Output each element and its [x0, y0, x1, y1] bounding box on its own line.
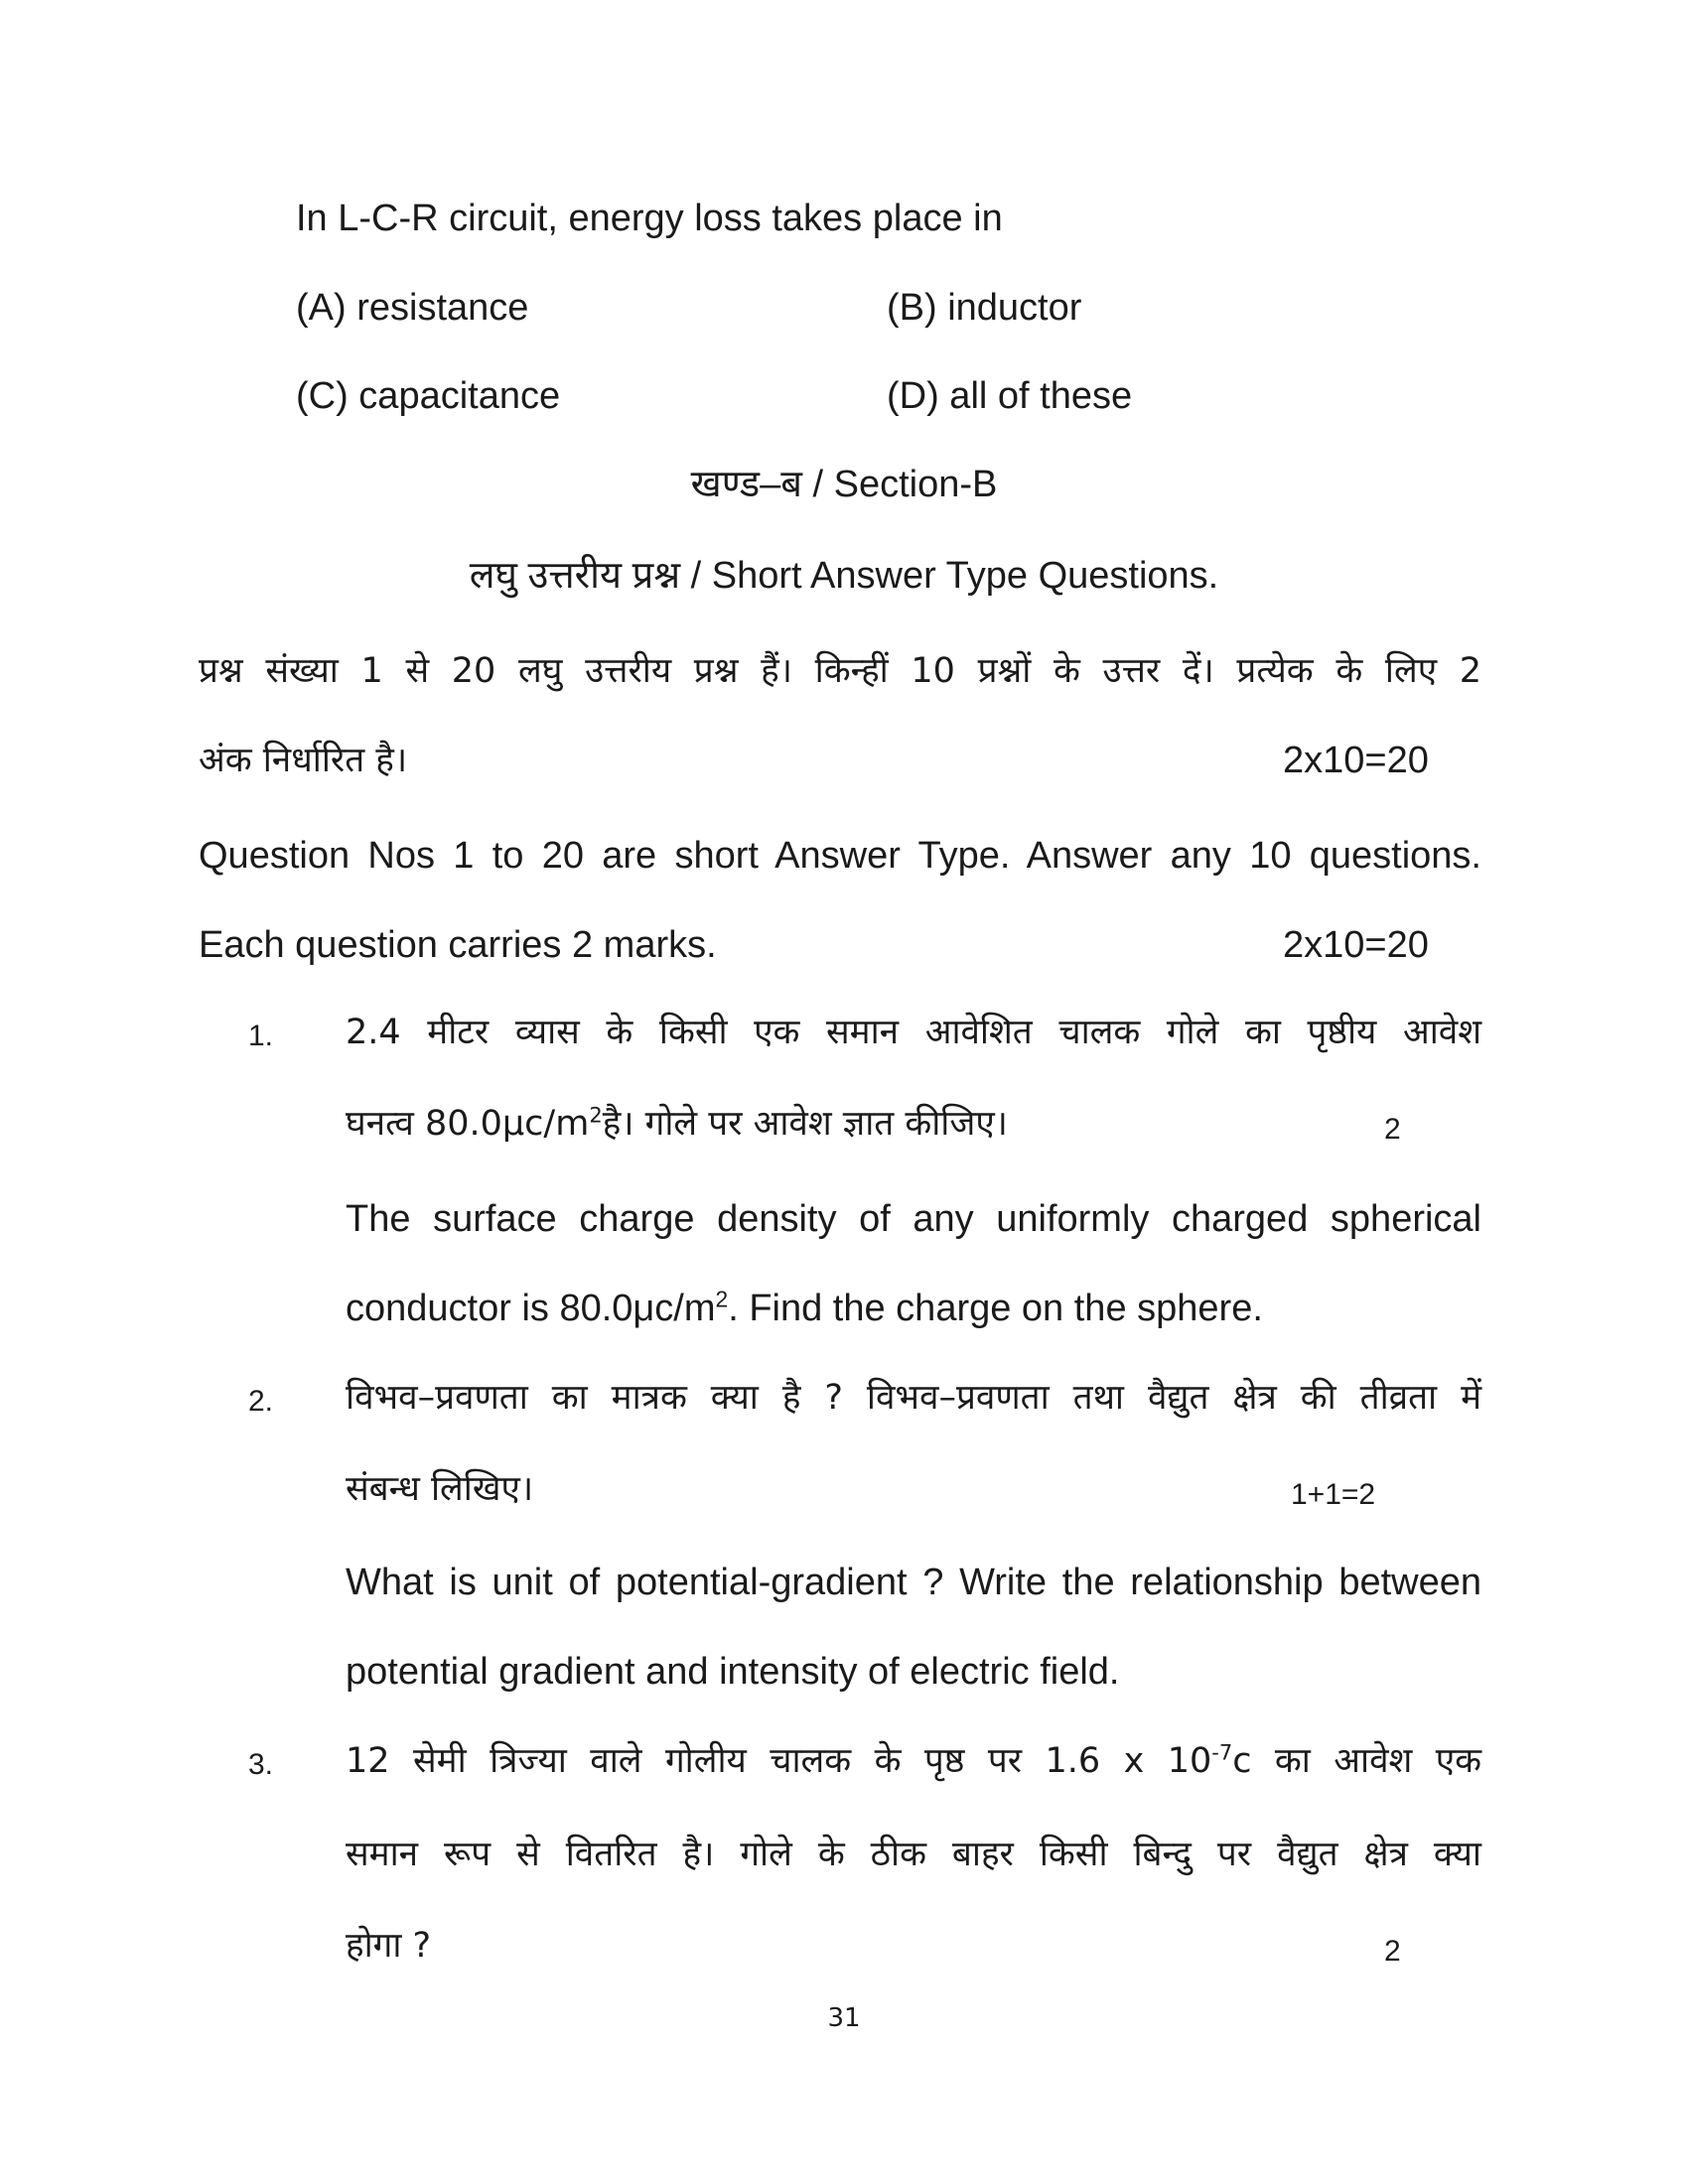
section-subheading: लघु उत्तरीय प्रश्न / Short Answer Type Questions. [469, 555, 1219, 597]
section-heading: खण्ड–ब / Section-B [690, 464, 998, 505]
mcq-option-c: (C) capacitance [296, 375, 561, 417]
page-number: 31 [827, 2003, 861, 2033]
question-1-hindi-line2: घनत्व $80.0\mu c/m^2है।$ गोले पर आवेश ज्ञात कीजिए। [346, 1103, 1008, 1144]
question-2-hindi-line2: संबन्ध लिखिए। [346, 1469, 534, 1509]
mcq-option-b: (B) inductor [887, 287, 1082, 329]
question-3-hindi-line3: होगा ? [346, 1926, 432, 1966]
question-2-english-line2: potential gradient and intensity of electric field. [346, 1651, 1120, 1693]
question-1-english-line1: The surface charge density of any uniformly charged spherical [346, 1198, 1481, 1240]
question-2-english-line1: What is unit of potential-gradient ? Write the relationship between [346, 1562, 1481, 1603]
question-1-english-line2: conductor is $80.0\mu c/m^2$. Find the charge on the sphere. [346, 1286, 1263, 1329]
question-3-hindi-line2: समान रूप से वितरित है। गोले के ठीक बाहर किसी बिन्दु पर वैद्युत क्षेत्र क्या [346, 1835, 1481, 1874]
question-number: 3. [248, 1748, 274, 1781]
instructions-english-marks: 2x10=20 [1283, 924, 1429, 966]
instructions-hindi-line2: अंक निर्धारित है। [199, 741, 408, 780]
question-number: 2. [248, 1385, 274, 1418]
instructions-english-line1: Question Nos 1 to 20 are short Answer Type. Answer any 10 questions. [199, 835, 1481, 877]
question-2-marks: 1+1=2 [1291, 1478, 1376, 1511]
instructions-hindi-marks: 2x10=20 [1283, 740, 1429, 781]
mcq-option-a: (A) resistance [296, 287, 529, 329]
instructions-hindi-line1: प्रश्न संख्या 1 से 20 लघु उत्तरीय प्रश्न हैं। किन्हीं 10 प्रश्नों के उत्तर दें। प्रत्येक के लिए 2 [199, 651, 1481, 691]
instructions-english-line2: Each question carries 2 marks. [199, 924, 717, 966]
question-3-hindi-line1: 12 सेमी त्रिज्या वाले गोलीय चालक के पृष्ठ पर 1.6 x $10^{-7}c$ का आवेश एक [346, 1740, 1481, 1781]
mcq-option-d: (D) all of these [887, 375, 1133, 417]
question-1-marks: 2 [1384, 1113, 1401, 1146]
question-1-hindi-line1: 2.4 मीटर व्यास के किसी एक समान आवेशित चालक गोले का पृष्ठीय आवेश [346, 1013, 1481, 1052]
mcq-question: In L-C-R circuit, energy loss takes place in [296, 198, 1003, 239]
question-3-marks: 2 [1384, 1935, 1401, 1968]
question-number: 1. [248, 1020, 274, 1052]
question-2-hindi-line1: विभव–प्रवणता का मात्रक क्या है ? विभव–प्रवणता तथा वैद्युत क्षेत्र की तीव्रता में [346, 1378, 1481, 1418]
